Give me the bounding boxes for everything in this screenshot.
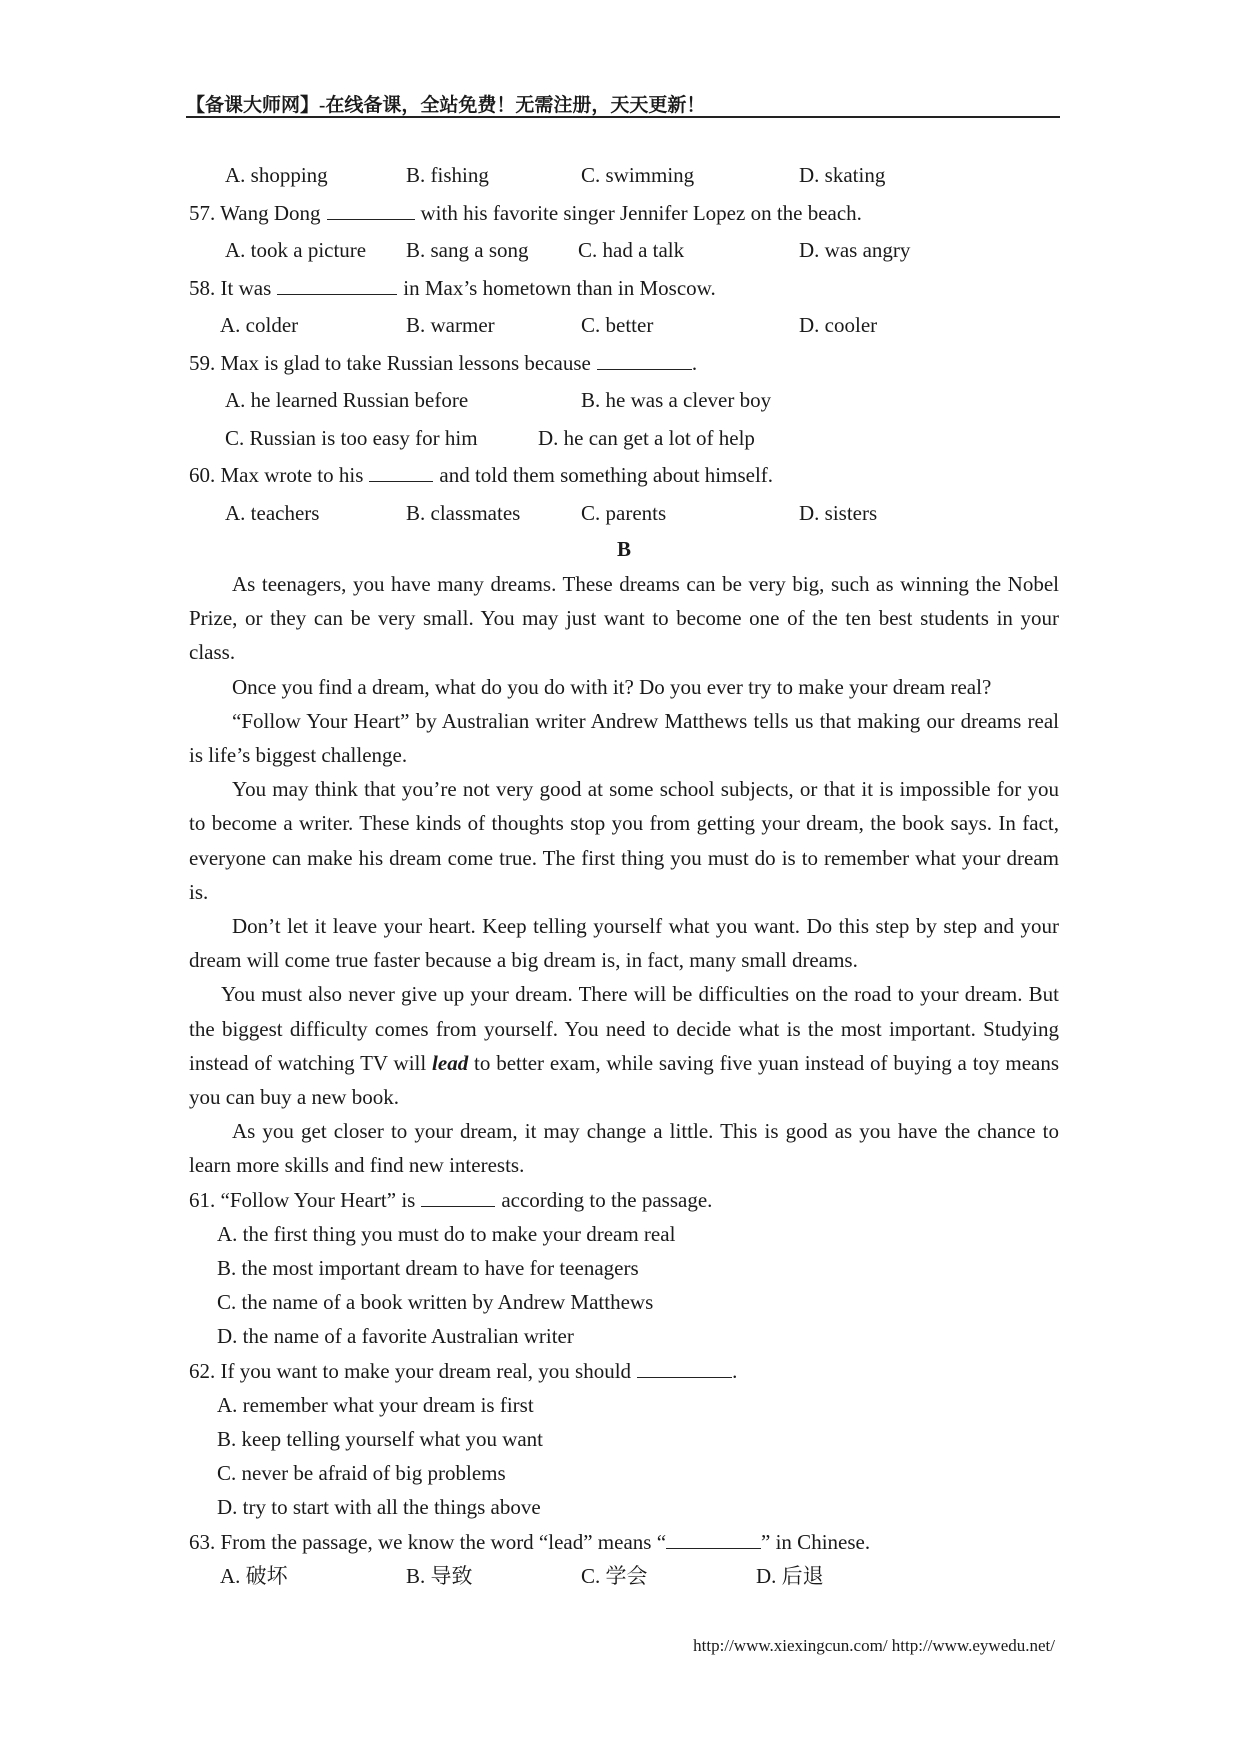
q62-stem: 62. If you want to make your dream real, you should . [189, 1358, 738, 1383]
passage-paragraph-3: “Follow Your Heart” by Australian writer Andrew Matthews tells us that making our dreams real is life’s biggest challenge. [189, 708, 1059, 768]
q61-option-a: A. the first thing you must do to make your dream real [217, 1221, 676, 1246]
q61-option-c: C. the name of a book written by Andrew Matthews [217, 1290, 654, 1315]
page-header [186, 88, 1060, 118]
q57-options [189, 232, 1059, 270]
passage-paragraph-7: As you get closer to your dream, it may change a little. This is good as you have the chance to learn more skills and find new interests. [189, 1119, 1059, 1178]
q56-option-b: B. fishing [406, 163, 489, 187]
passage-paragraph-5: Don’t let it leave your heart. Keep telling yourself what you want. Do this step by step and your dream will come true faster because a big dream is, in fact, many small dreams. [189, 914, 1059, 973]
q57-option-d: D. was angry [799, 238, 911, 262]
q59-options-row2 [189, 420, 1059, 458]
q63-option-a: A. 破坏 [220, 1563, 288, 1588]
q63-stem: 63. From the passage, we know the word “lead” means “ ” in Chinese. [189, 1529, 871, 1554]
exam-content [189, 157, 1059, 1593]
q60-option-d: D. sisters [799, 500, 878, 525]
q57-option-c: C. had a talk [578, 238, 685, 262]
answer-blank [597, 351, 692, 370]
q60-stem: 60. Max wrote to his and told them something about himself. [189, 463, 774, 487]
q57-option-b: B. sang a song [406, 238, 529, 262]
q59-stem: 59. Max is glad to take Russian lessons because . [189, 350, 698, 375]
q62-option-c: C. never be afraid of big problems [217, 1461, 506, 1486]
q58-option-c: C. better [581, 313, 654, 337]
header-text: 【备课大师网】-在线备课，全站免费！无需注册，天天更新！ [186, 95, 706, 116]
passage-paragraph-2: Once you find a dream, what do you do with it? Do you ever try to make your dream real? [232, 674, 992, 699]
q61-stem: 61. “Follow Your Heart” is according to the passage. [189, 1187, 713, 1212]
q63-option-d: D. 后退 [756, 1563, 824, 1588]
passage-paragraph-1: As teenagers, you have many dreams. These dreams can be very big, such as winning the Nobel Prize, or they can be very small. You may just want to become one of the ten best students in your class. [189, 572, 1059, 665]
q60-option-a: A. teachers [225, 500, 320, 525]
passage-paragraph-4: You may think that you’re not very good at some school subjects, or that it is impossible for you to become a writer. These kinds of thoughts stop you from getting your dream, the book says. In fact, everyone can make his dream come true. The first thing you must do is to remember what your dream is. [189, 777, 1059, 904]
q58-options [189, 307, 1059, 345]
q63-option-b: B. 导致 [406, 1563, 473, 1588]
q56-options [189, 157, 1059, 195]
q60-option-c: C. parents [581, 500, 667, 525]
emphasized-word: lead [432, 1050, 469, 1075]
q60-options [189, 495, 1059, 533]
answer-blank [666, 1530, 761, 1549]
answer-blank [421, 1188, 495, 1207]
q63-options [189, 1559, 1059, 1593]
section-title: B [616, 537, 631, 561]
q59-option-d: D. he can get a lot of help [538, 425, 755, 450]
answer-blank [637, 1359, 732, 1378]
q63-option-c: C. 学会 [581, 1563, 648, 1588]
q62-option-a: A. remember what your dream is first [217, 1392, 534, 1417]
q58-option-a: A. colder [220, 313, 299, 337]
q58-option-d: D. cooler [799, 313, 878, 337]
q61-option-b: B. the most important dream to have for teenagers [217, 1256, 639, 1281]
q62-option-b: B. keep telling yourself what you want [217, 1426, 544, 1451]
q58-stem: 58. It was in Max’s hometown than in Moscow. [189, 275, 716, 300]
footer-urls: http://www.xiexingcun.com/ http://www.eywedu.net/ [693, 1636, 1055, 1655]
q59-option-a: A. he learned Russian before [225, 388, 469, 412]
q60-option-b: B. classmates [406, 500, 521, 525]
q56-option-c: C. swimming [581, 163, 695, 187]
passage-paragraph-6: You must also never give up your dream. There will be difficulties on the road to your dream. But the biggest difficulty comes from yourself. You need to decide what is the most important. Studying instead of watching TV will lead to better exam, while saving five yuan instead of buying a toy means you can buy a new book. [189, 982, 1060, 1110]
q62-option-d: D. try to start with all the things above [217, 1495, 541, 1520]
q61-option-d: D. the name of a favorite Australian writer [217, 1324, 574, 1349]
q56-option-d: D. skating [799, 163, 886, 187]
q59-option-b: B. he was a clever boy [581, 388, 772, 412]
q59-options-row1 [189, 382, 1059, 420]
q57-option-a: A. took a picture [225, 238, 367, 262]
answer-blank [277, 276, 397, 295]
q59-option-c: C. Russian is too easy for him [225, 425, 478, 450]
q57-stem: 57. Wang Dong with his favorite singer Jennifer Lopez on the beach. [189, 200, 862, 225]
answer-blank [369, 463, 433, 482]
q56-option-a: A. shopping [225, 163, 328, 187]
answer-blank [327, 201, 415, 220]
q58-option-b: B. warmer [406, 313, 495, 337]
